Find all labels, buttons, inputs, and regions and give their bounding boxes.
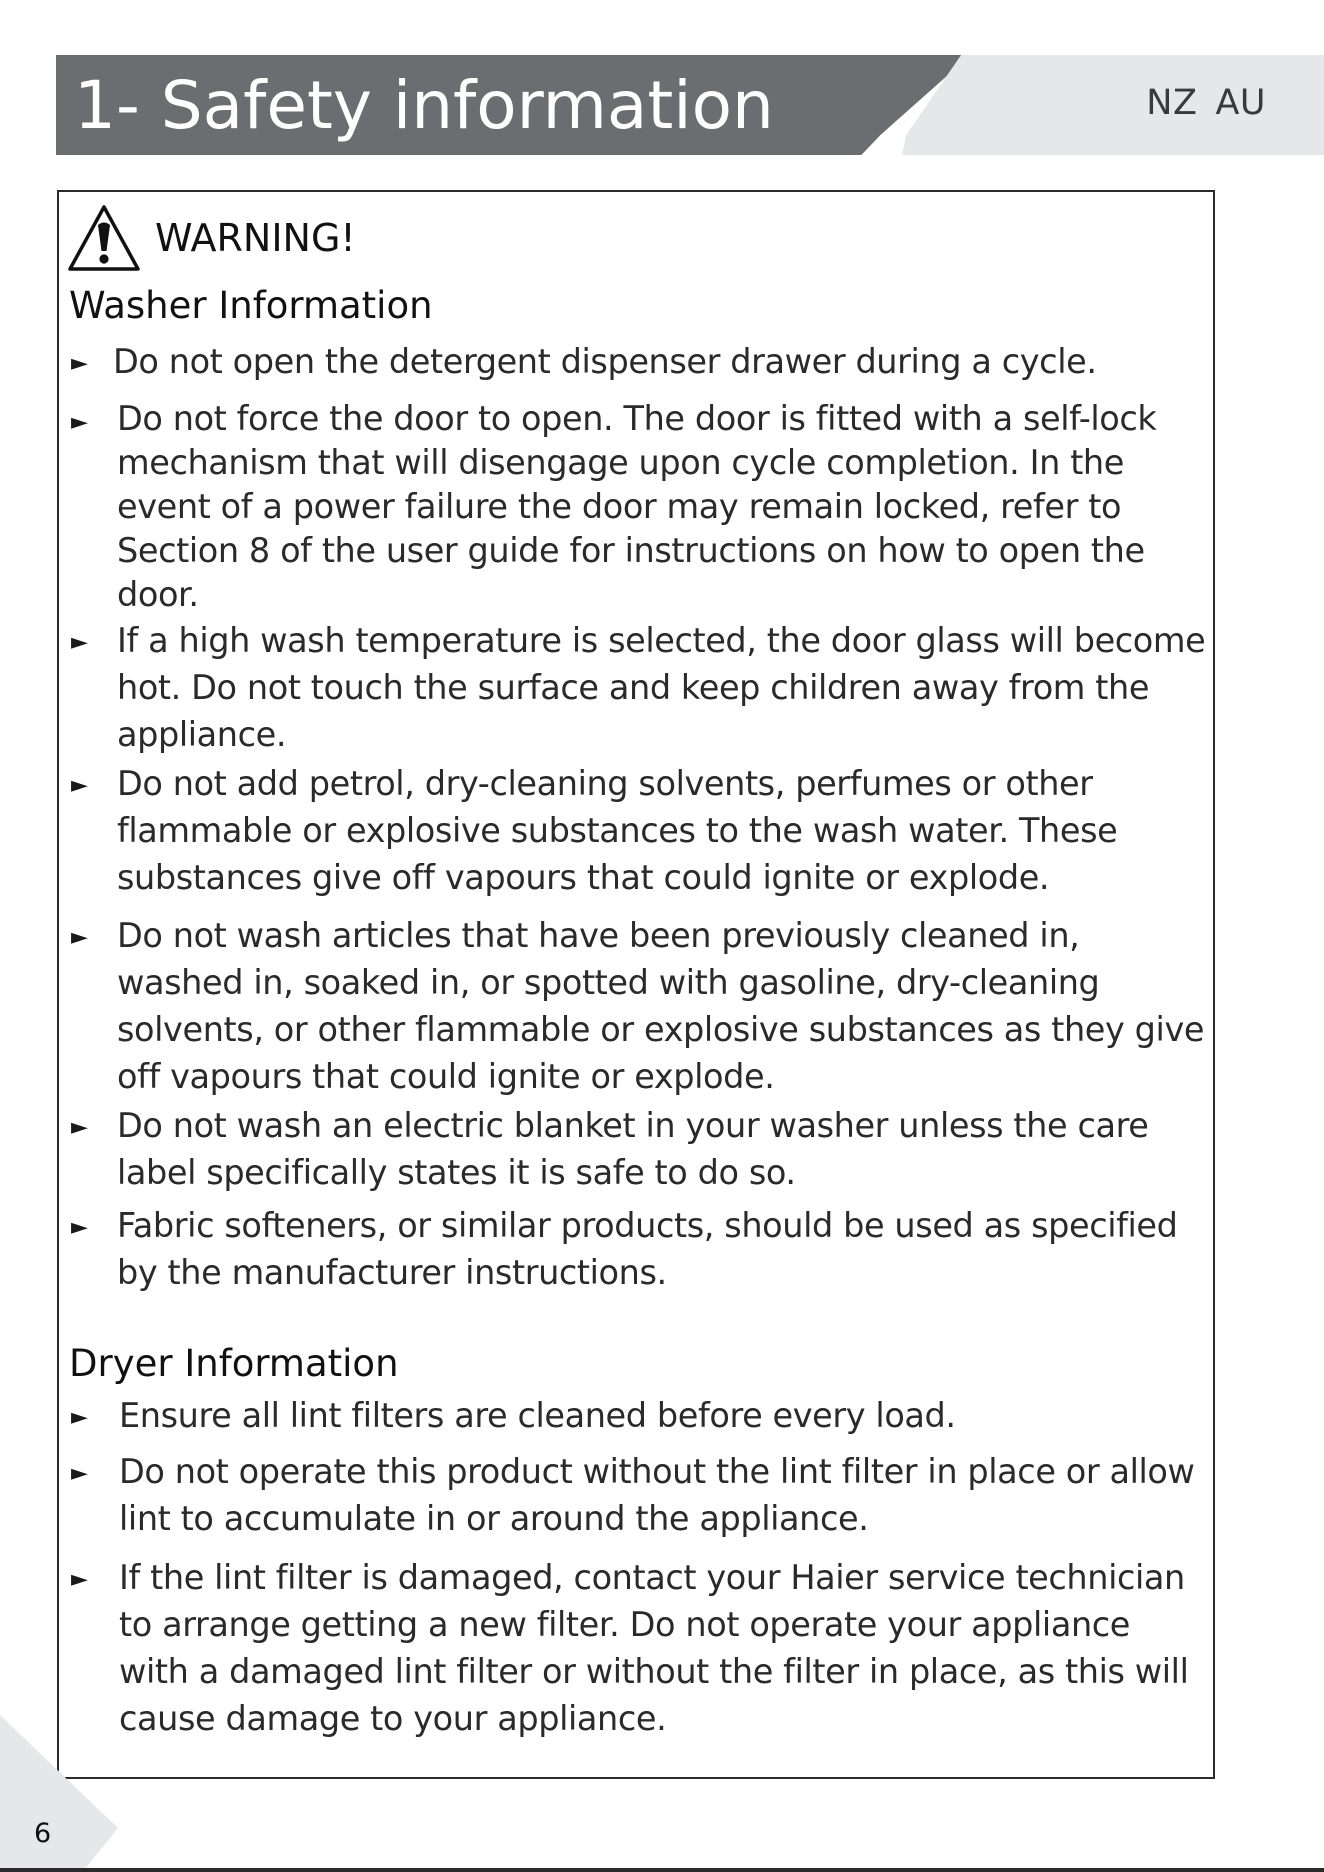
dryer-section-title: Dryer Information	[69, 1342, 399, 1385]
bullet-icon: ►	[71, 773, 88, 798]
bullet-icon: ►	[71, 1115, 88, 1140]
region-au: AU	[1215, 83, 1266, 123]
warning-box	[57, 190, 1215, 1779]
list-item-text: If a high wash temperature is selected, the door glass will become hot. Do not touch the surface and keep children away from the appliance.	[117, 621, 1206, 754]
page-title: 1- Safety information	[74, 67, 774, 144]
list-item-text: Fabric softeners, or similar products, should be used as specified by the manufacturer instructions.	[117, 1206, 1178, 1292]
bullet-icon: ►	[71, 630, 88, 655]
list-item-text: Do not operate this product without the lint filter in place or allow lint to accumulate in or around the appliance.	[119, 1452, 1195, 1538]
bullet-icon: ►	[71, 351, 88, 376]
bullet-icon: ►	[71, 410, 88, 435]
warning-heading	[67, 202, 356, 274]
washer-section-title: Washer Information	[69, 284, 433, 327]
warning-label: WARNING!	[155, 216, 356, 260]
warning-triangle-icon	[67, 203, 141, 273]
list-item-text: Ensure all lint filters are cleaned before every load.	[119, 1396, 956, 1435]
bullet-icon: ►	[71, 1461, 88, 1486]
bottom-rule	[0, 1868, 1324, 1872]
region-nz: NZ	[1146, 83, 1198, 123]
list-item-text: Do not add petrol, dry-cleaning solvents, perfumes or other flammable or explosive substances to the wash water. These substances give off vapours that could ignite or explode.	[117, 764, 1118, 897]
list-item-text: Do not force the door to open. The door is fitted with a self-lock mechanism that will disengage upon cycle completion. In the event of a power failure the door may remain locked, refer to Section 8 of the user guide for instructions on how to open the door.	[117, 399, 1157, 614]
region-labels	[1146, 83, 1266, 123]
list-item-text: Do not wash an electric blanket in your washer unless the care label specifically states it is safe to do so.	[117, 1106, 1149, 1192]
list-item-text: If the lint filter is damaged, contact your Haier service technician to arrange getting a new filter. Do not operate your appliance with a damaged lint filter or without the filter in place, as this will cause damage to your appliance.	[119, 1558, 1189, 1738]
page-number: 6	[34, 1818, 52, 1849]
bullet-icon: ►	[71, 925, 88, 950]
list-item-text: Do not open the detergent dispenser drawer during a cycle.	[113, 342, 1097, 381]
bullet-icon: ►	[71, 1215, 88, 1240]
bullet-icon: ►	[71, 1567, 88, 1592]
list-item-text: Do not wash articles that have been previously cleaned in, washed in, soaked in, or spotted with gasoline, dry-cleaning solvents, or other flammable or explosive substances as they give off vapours that could ignite or explode.	[117, 916, 1205, 1096]
bullet-icon: ►	[71, 1405, 88, 1430]
